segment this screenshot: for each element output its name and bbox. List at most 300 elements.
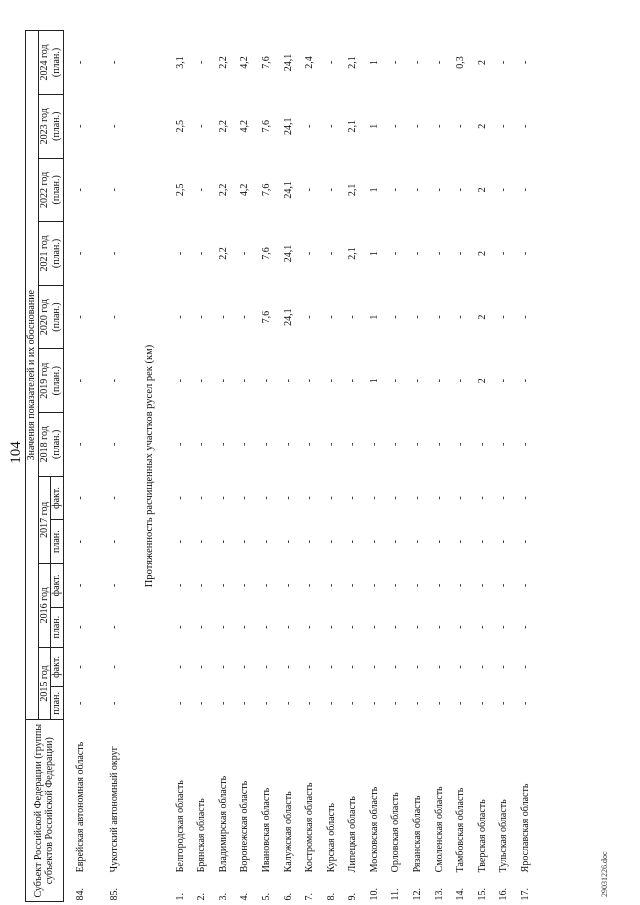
value-cell: - xyxy=(74,188,86,192)
year-2015-header: 2015 год xyxy=(38,647,51,720)
row-number: 15. xyxy=(476,888,488,901)
row-number: 17. xyxy=(520,888,532,901)
value-cell: - xyxy=(304,442,316,446)
page-number: 104 xyxy=(8,441,24,464)
table-row xyxy=(450,31,472,902)
table-row xyxy=(493,31,515,902)
row-number: 13. xyxy=(433,888,445,901)
value-cell: - xyxy=(304,665,316,669)
value-cell: 24,1 xyxy=(282,308,294,326)
value-cell: - xyxy=(520,442,532,446)
row-number: 1. xyxy=(174,893,186,901)
value-cell: - xyxy=(282,583,294,588)
value-cell: 2,2 xyxy=(217,247,229,260)
value-cell: - xyxy=(325,188,337,192)
value-cell: - xyxy=(108,188,120,192)
value-cell: 2,5 xyxy=(174,183,186,197)
value-cell: - xyxy=(196,665,208,669)
value-cell: - xyxy=(433,625,445,629)
value-cell: - xyxy=(239,315,251,319)
value-cell: - xyxy=(282,496,294,500)
value-cell: - xyxy=(476,442,488,446)
value-cell: - xyxy=(196,442,208,446)
year-2020-header: 2020 год (план.) xyxy=(38,285,63,349)
value-cell: - xyxy=(260,701,272,706)
value-cell: - xyxy=(325,625,337,629)
value-cell: - xyxy=(498,540,510,544)
table-row xyxy=(342,31,364,902)
value-cell: 2,1 xyxy=(347,120,359,133)
table-row xyxy=(256,31,278,902)
value-cell: 2,5 xyxy=(174,120,186,133)
value-cell: - xyxy=(325,124,337,128)
value-cell: - xyxy=(174,701,186,706)
value-cell: - xyxy=(368,540,380,544)
row-number: 84. xyxy=(74,888,86,901)
value-cell: 24,1 xyxy=(282,53,294,72)
value-cell: - xyxy=(74,442,86,446)
value-cell: - xyxy=(390,60,402,65)
value-cell: - xyxy=(239,442,251,446)
value-cell: 2,2 xyxy=(217,56,229,69)
value-cell: 4,2 xyxy=(239,183,251,197)
value-cell: - xyxy=(476,625,488,629)
value-cell: - xyxy=(108,625,120,629)
value-cell: - xyxy=(239,625,251,629)
value-cell: - xyxy=(196,583,208,588)
value-cell: - xyxy=(368,665,380,669)
table-row xyxy=(277,31,299,902)
subject-name: Чукотский автономный округ xyxy=(108,746,120,873)
value-cell: - xyxy=(390,251,402,256)
value-cell: - xyxy=(217,540,229,544)
value-cell: - xyxy=(196,315,208,319)
value-cell: - xyxy=(498,379,510,383)
row-number: 10. xyxy=(368,888,380,901)
value-cell: - xyxy=(196,251,208,256)
value-cell: - xyxy=(282,665,294,669)
value-cell: - xyxy=(498,583,510,588)
value-cell: - xyxy=(498,251,510,256)
value-cell: - xyxy=(455,625,467,629)
value-cell: - xyxy=(174,442,186,446)
value-cell: - xyxy=(108,379,120,383)
year-2018-header: 2018 год (план.) xyxy=(38,412,63,476)
year-2016-header: 2016 год xyxy=(38,564,51,647)
value-cell: - xyxy=(108,442,120,446)
value-cell: - xyxy=(520,496,532,500)
subject-name: Тамбовская область xyxy=(455,787,467,873)
value-cell: - xyxy=(325,315,337,319)
value-cell: - xyxy=(520,701,532,706)
value-cell: - xyxy=(390,625,402,629)
value-cell: - xyxy=(476,701,488,706)
value-cell: - xyxy=(455,379,467,383)
value-cell: - xyxy=(239,251,251,256)
table-body xyxy=(63,31,537,902)
value-cell: 0,3 xyxy=(455,56,467,69)
value-cell: 1 xyxy=(368,250,380,256)
table-row xyxy=(299,31,321,902)
value-cell: - xyxy=(433,251,445,256)
value-cell: - xyxy=(217,583,229,588)
value-cell: - xyxy=(174,583,186,588)
row-number: 5. xyxy=(260,893,272,901)
value-cell: - xyxy=(74,665,86,669)
value-cell: - xyxy=(260,625,272,629)
value-cell: - xyxy=(304,315,316,319)
value-cell: - xyxy=(455,665,467,669)
value-cell: 1 xyxy=(368,378,380,384)
value-cell: - xyxy=(196,540,208,544)
value-cell: - xyxy=(74,251,86,256)
value-cell: - xyxy=(390,496,402,500)
row-number: 6. xyxy=(282,893,294,901)
value-cell: 4,2 xyxy=(239,120,251,133)
table-row xyxy=(364,31,386,902)
value-cell: - xyxy=(347,665,359,669)
year-2024-header: 2024 год (план.) xyxy=(38,31,63,95)
value-cell: - xyxy=(347,315,359,319)
value-cell: - xyxy=(390,315,402,319)
row-number: 2. xyxy=(196,893,208,901)
value-cell: - xyxy=(476,665,488,669)
value-cell: - xyxy=(108,124,120,128)
subject-name: Смоленская область xyxy=(433,786,445,873)
subject-name: Тверская область xyxy=(476,799,488,873)
table-row xyxy=(213,31,235,902)
value-cell: - xyxy=(433,315,445,319)
value-cell: - xyxy=(239,665,251,669)
footer-filename: 29031226.doc xyxy=(600,851,609,897)
value-cell: - xyxy=(433,583,445,588)
value-cell: - xyxy=(520,625,532,629)
value-cell: - xyxy=(498,665,510,669)
value-cell: - xyxy=(498,124,510,128)
value-cell: - xyxy=(455,701,467,706)
table-row xyxy=(407,31,429,902)
value-cell: 7,6 xyxy=(260,56,272,69)
table-row xyxy=(234,31,256,902)
value-cell: - xyxy=(390,442,402,446)
value-cell: 7,6 xyxy=(260,183,272,197)
value-cell: - xyxy=(325,665,337,669)
value-cell: - xyxy=(476,496,488,500)
value-cell: 2,1 xyxy=(347,247,359,260)
fact-header: факт. xyxy=(51,564,64,608)
value-cell: - xyxy=(174,379,186,383)
subject-header: Субъект Российской Федерации (группы субъектов Российской Федерации) xyxy=(26,720,64,902)
value-cell: - xyxy=(108,60,120,65)
value-cell: - xyxy=(476,540,488,544)
value-cell: - xyxy=(174,665,186,669)
subject-name: Белгородская область xyxy=(174,780,186,873)
value-cell: - xyxy=(347,540,359,544)
year-2021-header: 2021 год (план.) xyxy=(38,222,63,286)
value-cell: - xyxy=(325,496,337,500)
subject-name: Брянская область xyxy=(196,798,208,873)
value-cell: - xyxy=(174,251,186,256)
table-row xyxy=(63,31,98,902)
value-cell: - xyxy=(239,701,251,706)
value-cell: - xyxy=(282,442,294,446)
value-cell: - xyxy=(412,583,424,588)
value-cell: - xyxy=(476,583,488,588)
value-cell: - xyxy=(196,701,208,706)
value-cell: - xyxy=(412,625,424,629)
plan-header: план. xyxy=(51,520,64,564)
subject-name: Ивановская область xyxy=(260,787,272,873)
value-cell: - xyxy=(304,701,316,706)
subject-name: Калужская область xyxy=(282,791,294,873)
value-cell: 1 xyxy=(368,314,380,320)
value-cell: 3,1 xyxy=(174,56,186,69)
value-cell: 24,1 xyxy=(282,117,294,135)
value-cell: - xyxy=(108,540,120,544)
value-cell: - xyxy=(108,251,120,256)
value-cell: - xyxy=(412,496,424,500)
value-cell: - xyxy=(304,540,316,544)
value-cell: 24,1 xyxy=(282,181,294,199)
value-cell: - xyxy=(282,625,294,629)
value-cell: - xyxy=(390,665,402,669)
value-cell: - xyxy=(390,701,402,706)
table-row xyxy=(385,31,407,902)
value-cell: - xyxy=(325,442,337,446)
value-cell: - xyxy=(239,496,251,500)
value-cell: - xyxy=(433,124,445,128)
value-cell: - xyxy=(74,496,86,500)
value-cell: 24,1 xyxy=(282,244,294,263)
subject-name: Еврейская автономная область xyxy=(74,741,86,873)
row-number: 9. xyxy=(347,893,359,901)
value-cell: - xyxy=(498,188,510,192)
year-2019-header: 2019 год (план.) xyxy=(38,349,63,413)
value-cell: - xyxy=(455,540,467,544)
value-cell: - xyxy=(433,442,445,446)
value-cell: - xyxy=(260,379,272,383)
value-cell: - xyxy=(239,583,251,588)
value-cell: - xyxy=(108,496,120,500)
subject-name: Тульская область xyxy=(498,799,510,873)
value-cell: - xyxy=(304,583,316,588)
value-cell: - xyxy=(520,124,532,128)
value-cell: 4,2 xyxy=(239,56,251,69)
value-cell: - xyxy=(325,60,337,65)
value-cell: - xyxy=(325,379,337,383)
row-number: 11. xyxy=(390,888,402,901)
value-cell: - xyxy=(196,496,208,500)
subject-name: Орловская область xyxy=(390,792,402,873)
value-cell: 7,6 xyxy=(260,120,272,133)
value-cell: - xyxy=(196,379,208,383)
value-cell: - xyxy=(74,60,86,65)
value-cell: - xyxy=(433,665,445,669)
value-cell: - xyxy=(433,496,445,500)
value-cell: - xyxy=(304,625,316,629)
value-cell: - xyxy=(108,665,120,669)
value-cell: - xyxy=(217,442,229,446)
value-cell: - xyxy=(217,496,229,500)
value-cell: 7,6 xyxy=(260,310,272,324)
value-cell: - xyxy=(108,701,120,706)
value-cell: - xyxy=(390,583,402,588)
value-cell: 2,4 xyxy=(304,56,316,69)
value-cell: - xyxy=(174,540,186,544)
year-2022-header: 2022 год (план.) xyxy=(38,158,63,222)
value-cell: - xyxy=(520,188,532,192)
value-cell: - xyxy=(282,701,294,706)
value-cell: - xyxy=(390,379,402,383)
table-row xyxy=(170,31,192,902)
value-cell: - xyxy=(390,124,402,128)
value-cell: - xyxy=(412,442,424,446)
value-cell: - xyxy=(74,379,86,383)
value-cell: - xyxy=(390,540,402,544)
value-cell: - xyxy=(347,442,359,446)
value-cell: - xyxy=(455,251,467,256)
value-cell: - xyxy=(217,379,229,383)
value-cell: - xyxy=(239,540,251,544)
year-2023-header: 2023 год (план.) xyxy=(38,94,63,158)
value-cell: - xyxy=(217,315,229,319)
value-cell: - xyxy=(498,496,510,500)
value-cell: - xyxy=(412,665,424,669)
value-cell: - xyxy=(74,124,86,128)
value-cell: - xyxy=(433,540,445,544)
table-row xyxy=(429,31,451,902)
value-cell: - xyxy=(325,701,337,706)
value-cell: - xyxy=(498,701,510,706)
value-cell: - xyxy=(368,442,380,446)
value-cell: - xyxy=(520,60,532,65)
value-cell: - xyxy=(347,583,359,588)
value-cell: - xyxy=(174,625,186,629)
value-cell: - xyxy=(196,625,208,629)
value-cell: - xyxy=(498,442,510,446)
value-cell: 2 xyxy=(476,59,488,65)
value-cell: - xyxy=(412,701,424,706)
value-cell: - xyxy=(498,625,510,629)
value-cell: - xyxy=(282,540,294,544)
value-cell: - xyxy=(368,625,380,629)
value-cell: - xyxy=(520,540,532,544)
value-cell: - xyxy=(520,379,532,383)
value-cell: - xyxy=(74,701,86,706)
value-cell: - xyxy=(390,188,402,192)
value-cell: - xyxy=(196,124,208,128)
value-cell: - xyxy=(304,188,316,192)
value-cell: - xyxy=(217,625,229,629)
value-cell: 2,1 xyxy=(347,183,359,197)
fact-header: факт. xyxy=(51,647,64,687)
value-cell: - xyxy=(520,251,532,256)
row-number: 8. xyxy=(325,893,337,901)
value-cell: - xyxy=(455,315,467,319)
value-cell: - xyxy=(347,701,359,706)
value-cell: - xyxy=(498,315,510,319)
value-cell: - xyxy=(217,701,229,706)
value-cell: - xyxy=(412,124,424,128)
value-cell: - xyxy=(174,315,186,319)
value-cell: - xyxy=(74,540,86,544)
section-row xyxy=(132,31,170,902)
value-cell: - xyxy=(74,625,86,629)
subject-name: Костромская область xyxy=(304,782,316,873)
value-cell: 2 xyxy=(476,123,488,129)
value-cell: - xyxy=(455,124,467,128)
value-cell: - xyxy=(74,583,86,588)
value-cell: - xyxy=(347,496,359,500)
row-number: 7. xyxy=(304,893,316,901)
value-cell: - xyxy=(304,124,316,128)
row-number: 85. xyxy=(108,888,120,901)
value-cell: - xyxy=(217,665,229,669)
value-cell: - xyxy=(520,665,532,669)
value-cell: - xyxy=(260,496,272,500)
value-cell: 1 xyxy=(368,123,380,129)
row-number: 4. xyxy=(239,893,251,901)
value-cell: - xyxy=(174,496,186,500)
section-title: Протяженность расчищенных участков русел рек (км) xyxy=(144,344,156,588)
value-cell: - xyxy=(412,379,424,383)
value-cell: - xyxy=(498,60,510,65)
value-cell: - xyxy=(347,379,359,383)
value-cell: - xyxy=(260,665,272,669)
value-cell: 2,2 xyxy=(217,120,229,133)
value-cell: - xyxy=(108,315,120,319)
value-cell: 2,2 xyxy=(217,183,229,197)
value-cell: - xyxy=(412,188,424,192)
value-cell: - xyxy=(520,583,532,588)
value-cell: - xyxy=(260,442,272,446)
subject-name: Липецкая область xyxy=(347,796,359,873)
value-cell: - xyxy=(108,583,120,588)
table-row xyxy=(472,31,494,902)
indicators-table xyxy=(25,30,537,902)
value-cell: - xyxy=(239,379,251,383)
value-cell: - xyxy=(325,540,337,544)
value-cell: - xyxy=(368,496,380,500)
value-cell: - xyxy=(412,540,424,544)
value-cell: 1 xyxy=(368,187,380,193)
row-number: 3. xyxy=(217,893,229,901)
value-cell: 2 xyxy=(476,250,488,256)
value-cell: - xyxy=(260,583,272,588)
value-cell: - xyxy=(368,583,380,588)
value-cell: 2 xyxy=(476,378,488,384)
value-cell: - xyxy=(433,188,445,192)
value-cell: - xyxy=(347,625,359,629)
value-cell: 7,6 xyxy=(260,247,272,260)
subject-name: Московская область xyxy=(368,786,380,873)
subject-name: Владимирская область xyxy=(217,775,229,873)
subject-name: Воронежская область xyxy=(239,780,251,873)
plan-header: план. xyxy=(51,607,64,647)
value-cell: 2 xyxy=(476,314,488,320)
value-cell: - xyxy=(325,583,337,588)
fact-header: факт. xyxy=(51,476,64,520)
value-cell: - xyxy=(433,379,445,383)
table-row xyxy=(191,31,213,902)
value-cell: - xyxy=(325,251,337,256)
value-cell: - xyxy=(282,379,294,383)
value-cell: - xyxy=(455,442,467,446)
value-cell: - xyxy=(433,701,445,706)
subject-name: Курская область xyxy=(325,803,337,873)
value-cell: - xyxy=(433,60,445,65)
plan-header: план. xyxy=(51,687,64,720)
